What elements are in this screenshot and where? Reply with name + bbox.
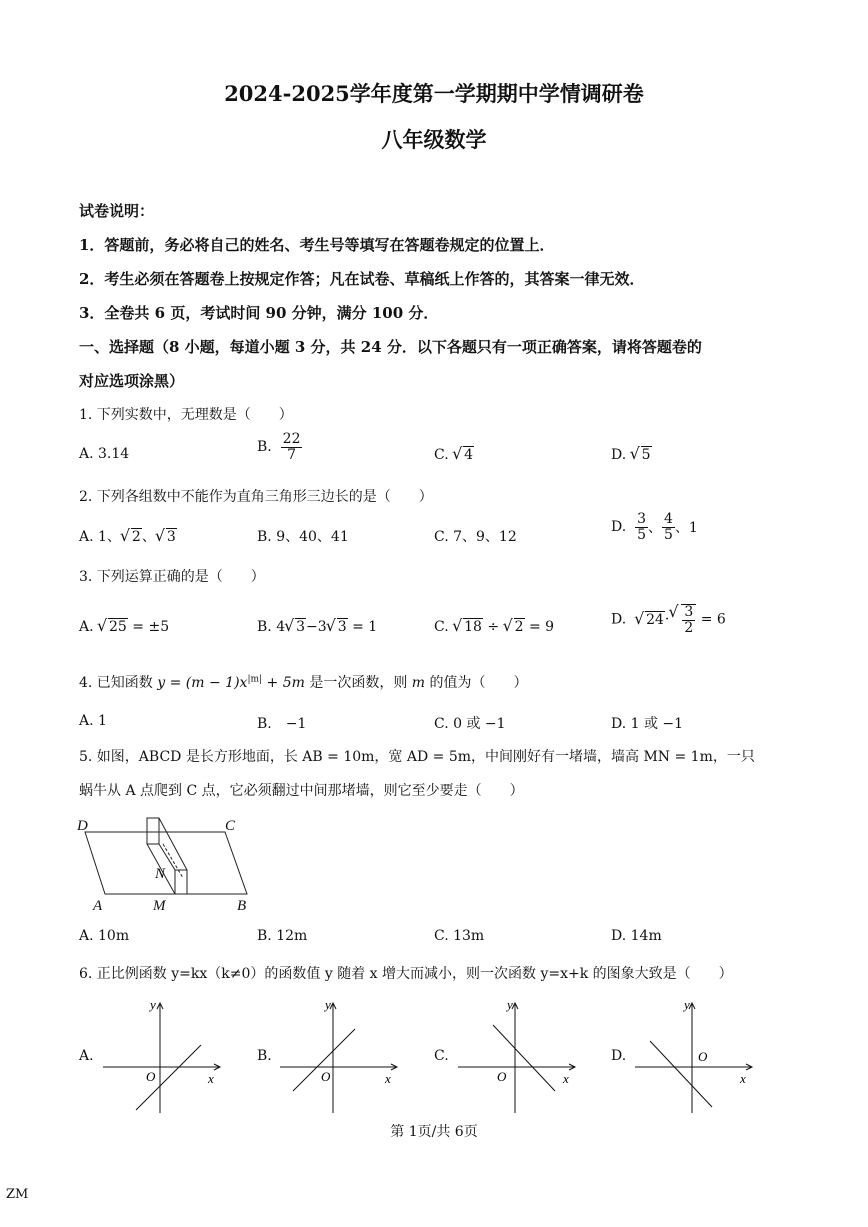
q5-option-c: C. 13m: [434, 928, 485, 944]
svg-text:O: O: [146, 1069, 156, 1084]
question-2-stem: 2. 下列各组数中不能作为直角三角形三边长的是（ ）: [79, 489, 433, 505]
q3-option-c: C. √ 18 ÷ √ 2 = 9: [434, 618, 554, 635]
instruction-item: 2．考生必须在答题卷上按规定作答；凡在试卷、草稿纸上作答的，其答案一律无效．: [79, 270, 645, 288]
question-4-stem: 4. 已知函数 $y = (m - 1)x^{|m|} + 5m$ 是一次函数，则 m 的值为（ ）: [79, 674, 528, 691]
label-d: D: [77, 818, 88, 834]
q1-option-d: D. √ 5: [611, 446, 652, 463]
q3-option-a: A. √ 25 = ±5: [79, 618, 169, 635]
q4-option-d: D. 1 或 −1: [611, 716, 684, 732]
q6-graph-a: [98, 995, 228, 1117]
svg-text:y: y: [325, 997, 331, 1012]
q6-graph-b: [275, 995, 405, 1117]
label-n: N: [155, 866, 166, 882]
page-number: 第 1页/共 6页: [390, 1124, 478, 1140]
q3-option-b: B. 4√ 3−3√ 3 = 1: [257, 618, 377, 635]
label-m: M: [153, 898, 166, 914]
q4-option-b: B. −1: [257, 716, 307, 732]
question-6-stem: 6. 正比例函数 y=kx（k≠0）的函数值 y 随着 x 增大而减小，则一次函数 y=x+k 的图象大致是（ ）: [79, 966, 733, 982]
q6-graph-c: [453, 995, 583, 1117]
svg-text:O: O: [497, 1069, 507, 1084]
wall-figure: [75, 812, 260, 917]
q6-option-d-label: D.: [611, 1048, 627, 1064]
q6-option-c-label: C.: [434, 1048, 449, 1064]
q2-option-d: D. $\frac{3}{5}$ 、 $\frac{4}{5}$ 、1: [611, 511, 698, 543]
q1-option-a: A. 3.14: [79, 446, 130, 462]
q2-option-c: C. 7、9、12: [434, 529, 517, 545]
svg-text:O: O: [321, 1069, 331, 1084]
question-5-stem-cont: 蜗牛从 A 点爬到 C 点，它必须翻过中间那堵墙，则它至少要走（ ）: [79, 783, 524, 799]
label-b: B: [237, 898, 247, 914]
instruction-item: 1．答题前，务必将自己的姓名、考生号等填写在答题卷规定的位置上．: [79, 236, 555, 254]
q2-option-b: B. 9、40、41: [257, 529, 349, 545]
q5-option-a: A. 10m: [79, 928, 130, 944]
q1-option-b: B. $\frac{22}{7}$: [257, 431, 301, 463]
q6-option-a-label: A.: [79, 1048, 94, 1064]
q4-option-a: A. 1: [79, 713, 107, 729]
exam-title: 2024-2025学年度第一学期期中学情调研卷: [224, 81, 644, 106]
question-3-stem: 3. 下列运算正确的是（ ）: [79, 569, 265, 585]
section-heading-cont: 对应选项涂黑）: [79, 372, 185, 390]
label-c: C: [225, 818, 236, 834]
question-5-stem: 5. 如图，ABCD 是长方形地面，长 AB = 10m，宽 AD = 5m，中间刚好有一堵墙，墙高 MN = 1m，一只: [79, 749, 755, 765]
corner-mark: ZM: [6, 1187, 29, 1202]
section-heading: 一、选择题（8 小题，每道小题 3 分，共 24 分．以下各题只有一项正确答案，请将答题卷的: [79, 338, 702, 356]
svg-text:O: O: [698, 1049, 708, 1064]
q5-option-b: B. 12m: [257, 928, 308, 944]
q6-graph-d: [630, 995, 760, 1117]
q5-option-d: D. 14m: [611, 928, 662, 944]
q2-option-a: A. 1、√ 2、√ 3: [79, 526, 177, 546]
svg-text:y: y: [507, 997, 513, 1012]
q1-option-c: C. √ 4: [434, 446, 474, 463]
svg-text:x: x: [740, 1071, 746, 1086]
question-1-stem: 1. 下列实数中，无理数是（ ）: [79, 407, 293, 423]
svg-text:x: x: [385, 1071, 391, 1086]
svg-text:x: x: [208, 1071, 214, 1086]
instruction-item: 3．全卷共 6 页，考试时间 90 分钟，满分 100 分．: [79, 304, 439, 322]
svg-text:y: y: [684, 997, 690, 1012]
q6-option-b-label: B.: [257, 1048, 272, 1064]
exam-subtitle: 八年级数学: [381, 127, 487, 152]
svg-text:y: y: [150, 997, 156, 1012]
instructions-heading: 试卷说明：: [79, 202, 155, 220]
label-a: A: [93, 898, 103, 914]
q3-option-d: D. √ 24· √ $\frac{3}{2}$ = 6: [611, 604, 726, 635]
q4-option-c: C. 0 或 −1: [434, 716, 506, 732]
svg-text:x: x: [563, 1071, 569, 1086]
